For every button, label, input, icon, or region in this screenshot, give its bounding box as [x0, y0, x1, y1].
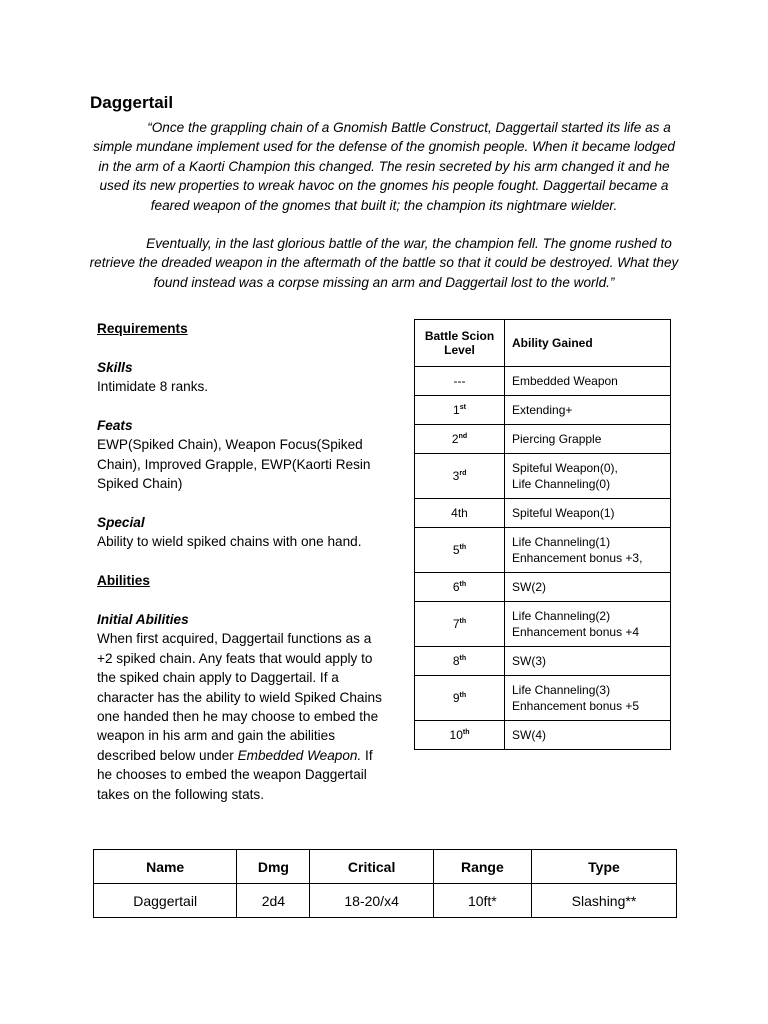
ability-line-2: Life Channeling(0) [512, 477, 611, 491]
level-ordinal-suffix: th [459, 544, 467, 551]
initial-abilities-text-part-1: When first acquired, Daggertail functions as a +2 spiked chain. Any feats that would apply to the spiked chain apply to Daggertail. If a character has the ability to wield Spiked Chains one handed then he may choose to embed the weapon in his arm and gain the abilities described below under [97, 631, 382, 763]
ability-cell [505, 454, 671, 499]
ability-line-1: Embedded Weapon [512, 374, 618, 388]
level-cell [415, 425, 505, 454]
ability-line-1: Life Channeling(2) [512, 609, 611, 623]
table-row [415, 721, 671, 750]
requirements-heading: Requirements [97, 321, 188, 336]
header-dmg: Dmg [237, 850, 310, 884]
table-row [415, 499, 671, 528]
level-ordinal-suffix: nd [458, 433, 468, 440]
level-cell [415, 396, 505, 425]
ability-cell [505, 647, 671, 676]
abilities-heading: Abilities [97, 573, 150, 589]
ability-line-1: Life Channeling(1) [512, 535, 611, 549]
table-row [415, 367, 671, 396]
ability-cell [505, 573, 671, 602]
ability-line-1: SW(3) [512, 654, 546, 668]
level-number: 2 [451, 432, 459, 446]
battle-scion-table [414, 319, 671, 750]
level-ordinal-suffix: th [459, 618, 467, 625]
special-text: Ability to wield spiked chains with one hand. [97, 534, 362, 550]
level-cell [415, 528, 505, 573]
level-number: 10 [449, 728, 463, 742]
level-ordinal-suffix: th [459, 581, 467, 588]
header-name: Name [94, 850, 237, 884]
skills-text: Intimidate 8 ranks. [97, 379, 209, 395]
level-cell [415, 647, 505, 676]
level-number: 8 [452, 654, 460, 668]
level-number: 4th [451, 506, 468, 520]
ability-line-1: Life Channeling(3) [512, 683, 611, 697]
ability-line-2: Enhancement bonus +3, [512, 551, 643, 565]
quote-text-2: Eventually, in the last glorious battle of the war, the champion fell. The gnome rushed to retrieve the dreaded weapon in the aftermath of the battle so that it could be destroyed. What they found instead was a corpse missing an arm and Daggertail lost to the world.” [89, 236, 679, 290]
level-cell [415, 499, 505, 528]
table-row [415, 425, 671, 454]
feats-text: EWP(Spiked Chain), Weapon Focus(Spiked Chain), Improved Grapple, EWP(Kaorti Resin Spiked Chain) [97, 437, 371, 492]
level-ordinal-suffix: th [462, 729, 470, 736]
ability-line-1: Piercing Grapple [512, 432, 602, 446]
ability-cell [505, 602, 671, 647]
ability-cell [505, 721, 671, 750]
ability-line-2: Enhancement bonus +5 [512, 699, 640, 713]
cell-name: Daggertail [94, 884, 237, 918]
level-ordinal-suffix: st [459, 404, 466, 411]
level-number: 7 [452, 617, 460, 631]
table-row [415, 528, 671, 573]
ability-cell [505, 425, 671, 454]
ability-line-2: Enhancement bonus +4 [512, 625, 640, 639]
ability-line-1: SW(2) [512, 580, 546, 594]
level-number: 9 [452, 691, 460, 705]
cell-type: Slashing** [531, 884, 676, 918]
embedded-weapon-reference: Embedded Weapon. [237, 747, 362, 763]
ability-cell [505, 676, 671, 721]
header-critical: Critical [310, 850, 433, 884]
table-row [415, 573, 671, 602]
ability-line-1: Spiteful Weapon(0), [512, 461, 618, 475]
table-row [415, 602, 671, 647]
level-cell [415, 573, 505, 602]
initial-abilities-heading: Initial Abilities [97, 612, 189, 628]
level-number: 6 [452, 580, 460, 594]
intro-quote-paragraph-1 [88, 118, 680, 215]
level-cell [415, 676, 505, 721]
ability-cell [505, 396, 671, 425]
intro-quote-paragraph-2 [88, 234, 680, 292]
page-title: Daggertail [90, 93, 174, 112]
level-ordinal-suffix: th [459, 692, 467, 699]
quote-text-1: “Once the grappling chain of a Gnomish Battle Construct, Daggertail started its life as a simple mundane implement used for the defense of the gnomish people. When it became lodged in the arm of a Kaorti Champion this changed. The resin secreted by his arm changed it and he used its new properties to wreak havoc on the gnomes his people fought. Daggertail became a feared weapon of the gnomes that built it; the champion its nightmare wielder. [93, 120, 675, 213]
ability-line-1: Extending+ [512, 403, 573, 417]
ability-line-1: Spiteful Weapon(1) [512, 506, 615, 520]
table-row [94, 884, 677, 918]
header-range: Range [433, 850, 531, 884]
level-cell [415, 721, 505, 750]
cell-range: 10ft* [433, 884, 531, 918]
header-battle-scion-level: Battle Scion Level [415, 320, 505, 367]
ability-cell [505, 528, 671, 573]
ability-cell [505, 499, 671, 528]
weapon-stats-table [93, 849, 677, 918]
skills-heading: Skills [97, 359, 133, 375]
level-cell [415, 602, 505, 647]
table-row [415, 396, 671, 425]
cell-critical: 18-20/x4 [310, 884, 433, 918]
special-heading: Special [97, 515, 145, 531]
initial-abilities-text-part-2: If he chooses to embed the weapon Daggertail takes on the following stats. [97, 747, 373, 802]
requirements-section [97, 319, 397, 804]
level-ordinal-suffix: th [459, 655, 467, 662]
header-ability-gained: Ability Gained [505, 320, 671, 367]
level-number: 3 [452, 469, 460, 483]
ability-cell [505, 367, 671, 396]
level-number: --- [453, 374, 466, 388]
cell-dmg: 2d4 [237, 884, 310, 918]
level-cell [415, 367, 505, 396]
ability-line-1: SW(4) [512, 728, 546, 742]
table-row [415, 676, 671, 721]
level-number: 5 [452, 543, 460, 557]
feats-heading: Feats [97, 418, 133, 433]
table-row [415, 454, 671, 499]
table-row [415, 647, 671, 676]
header-type: Type [531, 850, 676, 884]
level-cell [415, 454, 505, 499]
level-ordinal-suffix: rd [459, 470, 467, 477]
initial-abilities-text [97, 629, 382, 804]
level-number: 1 [453, 403, 460, 417]
